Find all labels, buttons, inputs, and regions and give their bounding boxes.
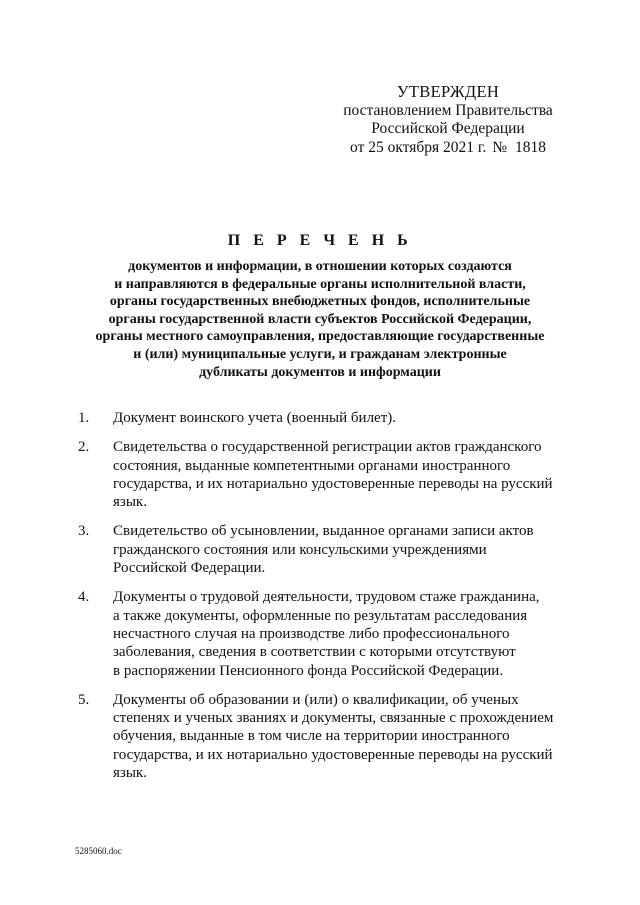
- list-item-line: состояния, выданные компетентными органами иностранного: [113, 457, 511, 474]
- list-item-line: государства, и их нотариально удостоверенные переводы на русский: [113, 475, 553, 492]
- list-item-line: язык.: [113, 765, 147, 782]
- subtitle-line: органы местного самоуправления, предоставляющие государственные: [95, 329, 545, 345]
- list-item-text: [113, 409, 396, 427]
- list-item-line: гражданского состояния или консульскими учреждениями: [113, 541, 487, 558]
- list-item-text: [113, 522, 534, 577]
- list-item-line: обучения, выданные в том числе на территории иностранного: [113, 728, 510, 745]
- list-item-line: язык.: [113, 494, 147, 511]
- list-item: [78, 438, 568, 511]
- approval-block: [330, 83, 566, 157]
- list-item-line: Российской Федерации.: [113, 560, 266, 577]
- list-item: [78, 691, 568, 782]
- subtitle-line: и (или) муниципальные услуги, и гражданам электронные: [133, 346, 507, 362]
- list-item-number: 4.: [78, 589, 90, 606]
- approval-date-line: [330, 139, 566, 158]
- list-item-line: в распоряжении Пенсионного фонда Российской Федерации.: [113, 662, 504, 679]
- approval-line-1: постановлением Правительства: [343, 101, 553, 119]
- approval-heading: УТВЕРЖДЕН: [396, 82, 500, 101]
- subtitle-line: органы государственных внебюджетных фондов, исполнительные: [109, 294, 531, 310]
- list-item-text: [113, 438, 553, 511]
- list-item-number: 5.: [78, 691, 90, 708]
- subtitle-line: и направляются в федеральные органы исполнительной власти,: [114, 276, 526, 292]
- list-item-line: государства, и их нотариально удостоверенные переводы на русский: [113, 746, 553, 763]
- list-item-line: а также документы, оформленные по результатам расследования: [113, 607, 528, 624]
- list-item-line: Документы об образовании и (или) о квалификации, об ученых: [113, 691, 519, 708]
- list-item-line: степенях и ученых званиях и документы, связанные с прохождением: [113, 710, 554, 727]
- list-item: [78, 409, 568, 427]
- list-item-line: Документы о трудовой деятельности, трудовом стаже гражданина,: [113, 589, 540, 606]
- list-item-number: 2.: [78, 439, 90, 456]
- list-item-line: Документ воинского учета (военный билет).: [113, 410, 397, 426]
- document-subtitle: [70, 258, 570, 381]
- list-item-line: Свидетельство об усыновлении, выданное органами записи актов: [113, 523, 534, 540]
- footer-filename: 5285060.doc: [75, 846, 122, 856]
- document-list: [78, 409, 568, 793]
- list-item-text: [113, 588, 540, 679]
- approval-number: № 1818: [492, 138, 546, 156]
- approval-line-2: Российской Федерации: [371, 120, 525, 137]
- list-item-line: заболевания, сведения в соответствии с которыми отсутствуют: [113, 644, 516, 661]
- list-item: [78, 588, 568, 679]
- document-title: П Е Р Е Ч Е Н Ь: [227, 232, 413, 249]
- subtitle-line: документов и информации, в отношении которых создаются: [128, 259, 512, 274]
- list-item-number: 1.: [78, 410, 90, 426]
- list-item-line: несчастного случая на производстве либо профессионального: [113, 625, 510, 642]
- approval-date: от 25 октября 2021 г.: [350, 138, 487, 156]
- list-item-line: Свидетельства о государственной регистрации актов гражданского: [113, 439, 542, 456]
- subtitle-line: органы государственной власти субъектов Российской Федерации,: [108, 311, 532, 327]
- list-item: [78, 522, 568, 577]
- subtitle-line: дубликаты документов и информации: [199, 364, 441, 380]
- list-item-number: 3.: [78, 523, 90, 540]
- list-item-text: [113, 691, 553, 782]
